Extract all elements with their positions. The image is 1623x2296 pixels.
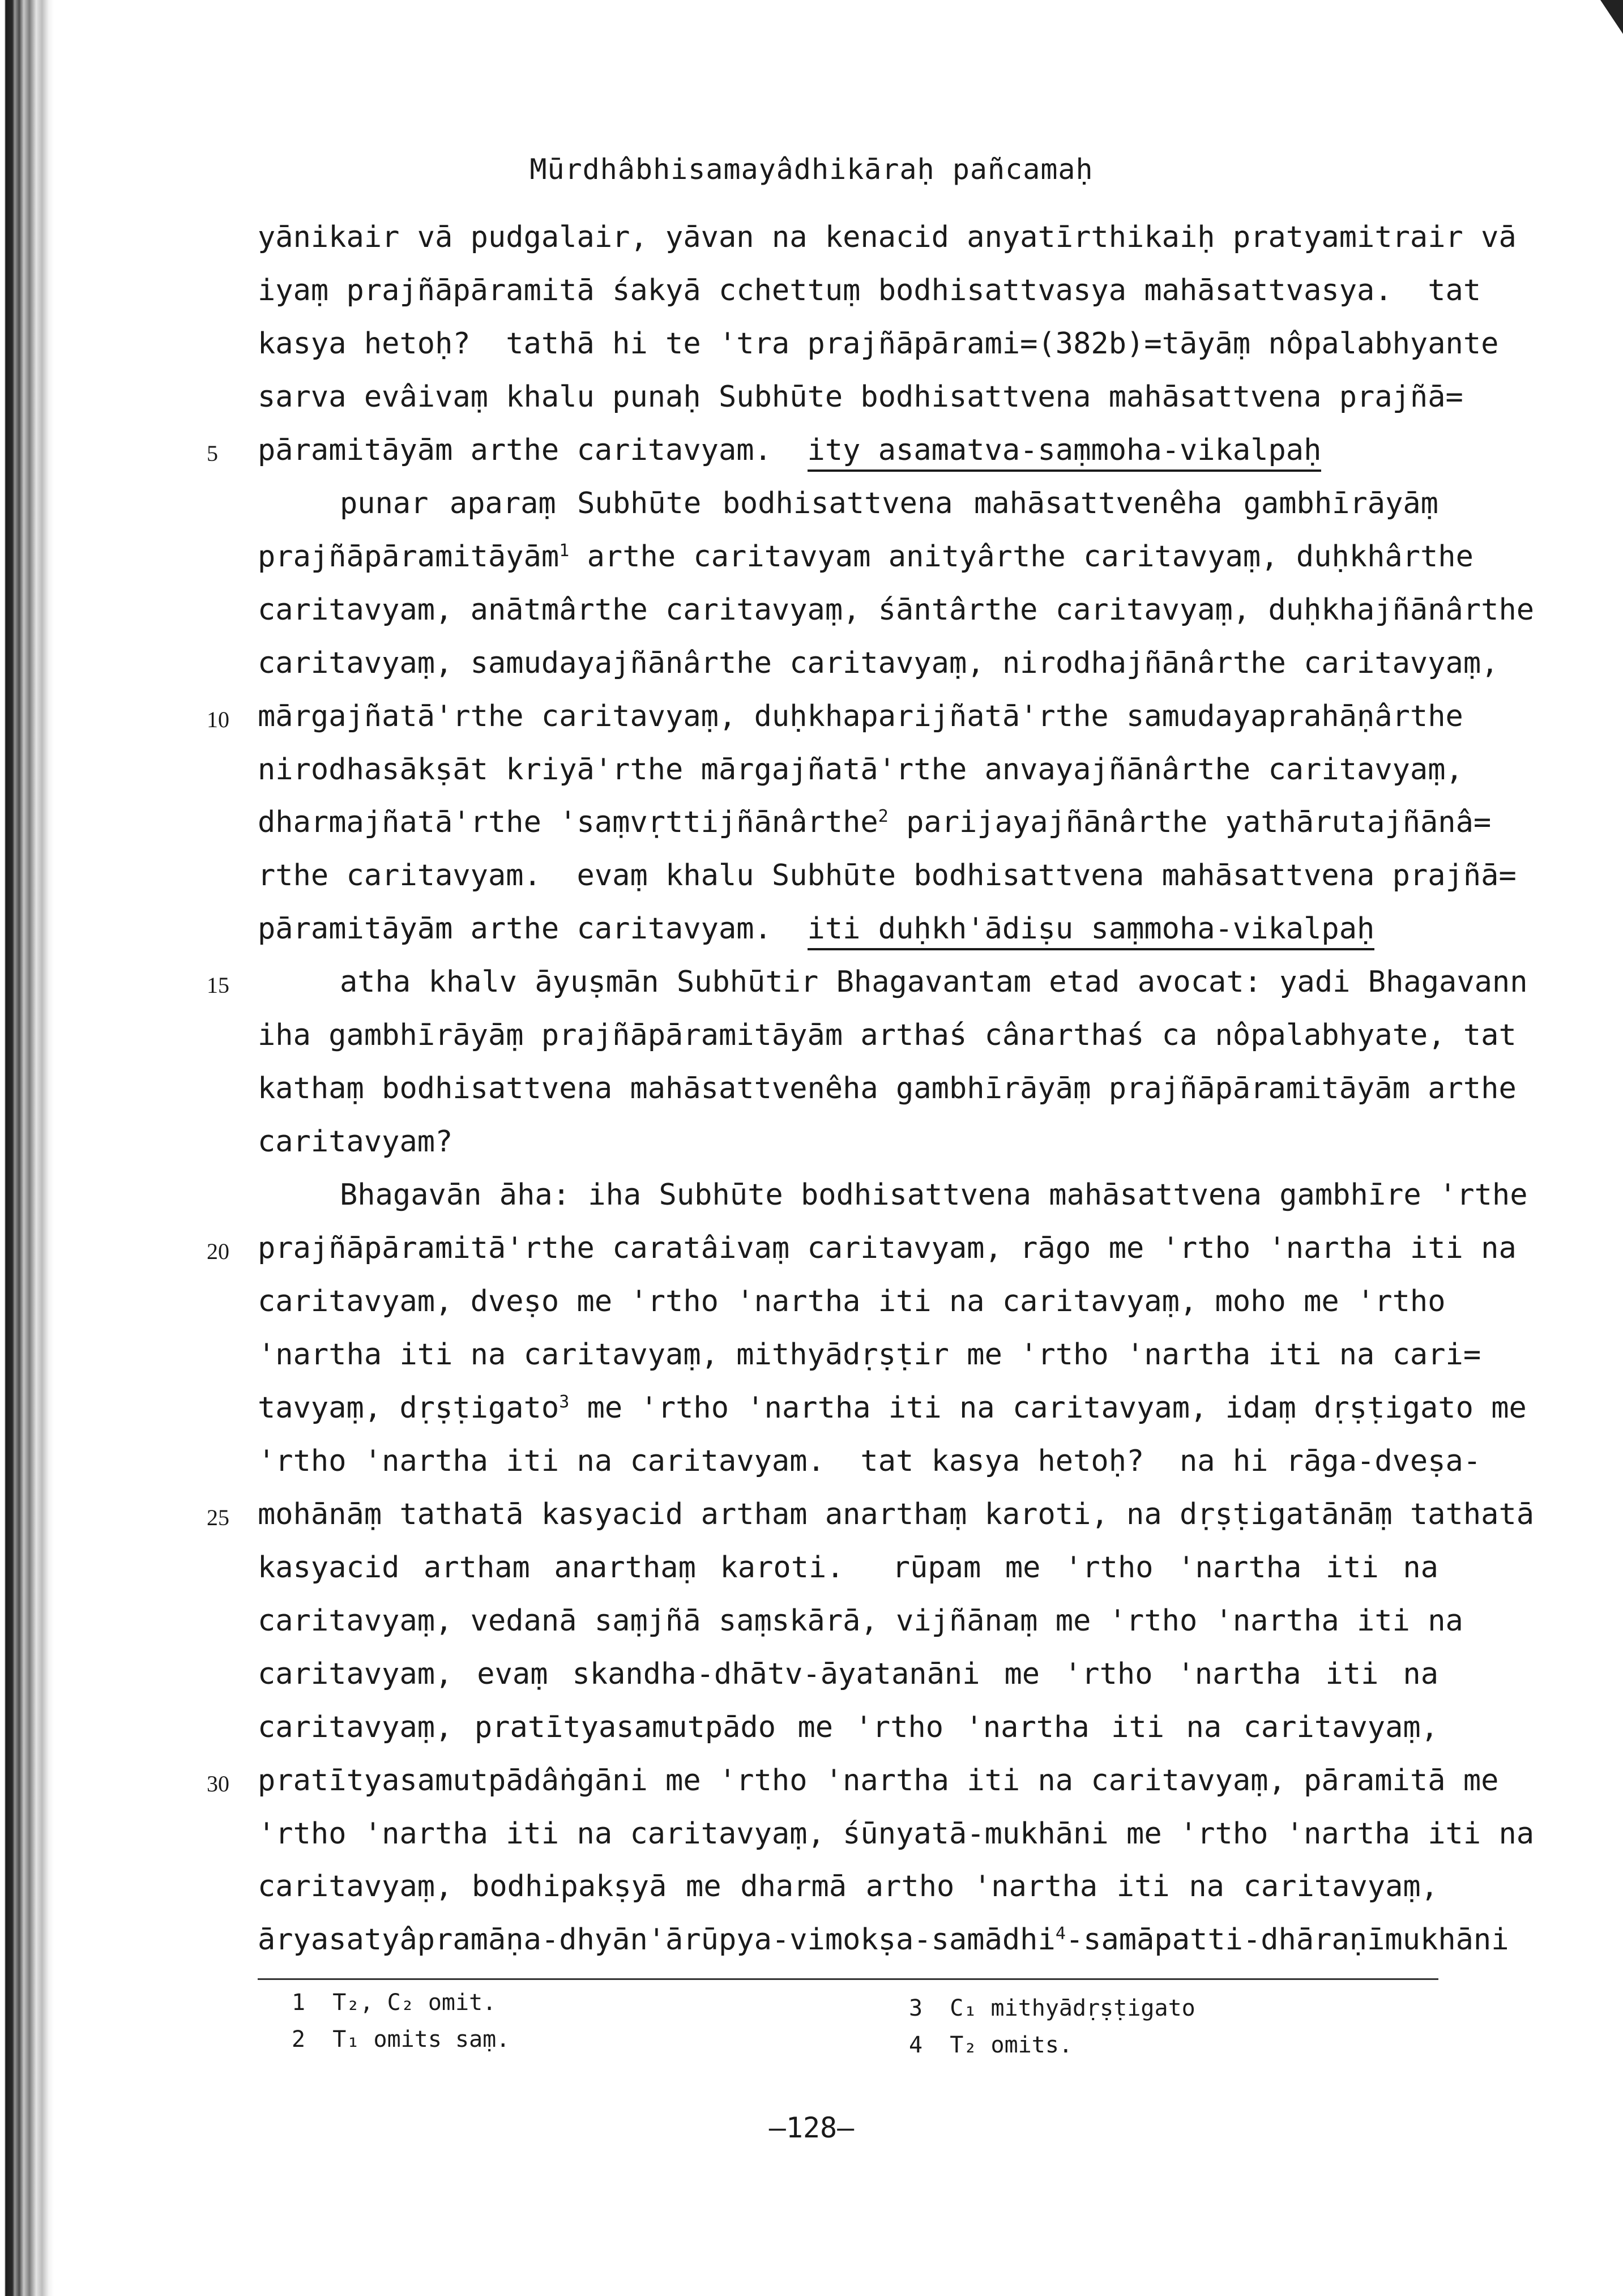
line-text-cont: arthe caritavyam anityârthe caritavyaṃ, duḥkhârthe bbox=[569, 540, 1473, 574]
line-text: iyaṃ prajñāpāramitā śakyā cchettuṃ bodhisattvasya mahāsattvasya. tat bbox=[258, 274, 1481, 308]
line-text: rthe caritavyam. evaṃ khalu Subhūte bodhisattvena mahāsattvena prajñā= bbox=[258, 859, 1517, 893]
line-text: sarva evâivaṃ khalu punaḥ Subhūte bodhisattvena mahāsattvena prajñā= bbox=[258, 380, 1463, 414]
line-text: kasyacid artham anarthaṃ karoti. rūpam me 'rtho 'nartha iti na bbox=[258, 1551, 1438, 1585]
footnote-ref: 1 bbox=[559, 541, 570, 561]
line-number: 15 bbox=[207, 972, 229, 998]
line-number: 25 bbox=[207, 1505, 229, 1530]
line-text: mohānāṃ tathatā kasyacid artham anarthaṃ karoti, na dṛṣṭigatānāṃ tathatā bbox=[258, 1497, 1535, 1531]
footnote-number: 2 bbox=[292, 2026, 306, 2052]
text-line bbox=[258, 1656, 1438, 1692]
text-line bbox=[258, 804, 1492, 840]
footnote-4 bbox=[909, 2030, 1073, 2060]
text-line bbox=[258, 1762, 1499, 1799]
text-line bbox=[258, 1922, 1509, 1958]
text-line bbox=[258, 1283, 1446, 1320]
text-line bbox=[258, 1816, 1535, 1852]
line-text: pratītyasamutpādâṅgāni me 'rtho 'nartha iti na caritavyaṃ, pāramitā me bbox=[258, 1764, 1499, 1798]
running-head: Mūrdhâbhisamayâdhikāraḥ pañcamaḥ bbox=[529, 153, 1094, 186]
text-line bbox=[258, 1709, 1438, 1746]
line-text: caritavyaṃ, vedanā saṃjñā saṃskārā, vijñānaṃ me 'rtho 'nartha iti na bbox=[258, 1604, 1463, 1638]
text-line bbox=[258, 219, 1517, 255]
line-text: caritavyaṃ, bodhipakṣyā me dharmā artho 'nartha iti na caritavyaṃ, bbox=[258, 1870, 1438, 1904]
text-line bbox=[258, 1603, 1463, 1639]
text-line bbox=[258, 698, 1463, 735]
footnote-ref: 3 bbox=[559, 1392, 570, 1412]
line-text: caritavyam, anātmârthe caritavyaṃ, śāntârthe caritavyaṃ, duḥkhajñānârthe bbox=[258, 593, 1535, 627]
footnote-ref: 4 bbox=[1055, 1924, 1066, 1944]
text-line bbox=[258, 539, 1473, 575]
line-text: pāramitāyām arthe caritavyam. bbox=[258, 433, 772, 467]
underlined-heading: ity asamatva-saṃmoha-vikalpaḥ bbox=[808, 433, 1322, 472]
line-text: 'rtho 'nartha iti na caritavyaṃ, śūnyatā-mukhāni me 'rtho 'nartha iti na bbox=[258, 1817, 1535, 1851]
line-text: mārgajñatā'rthe caritavyaṃ, duḥkhaparijñatā'rthe samudayaprahāṇârthe bbox=[258, 699, 1463, 733]
text-line bbox=[258, 379, 1463, 415]
text-line bbox=[340, 485, 1438, 522]
line-text: kasya hetoḥ? tathā hi te 'tra prajñāpārami=(382b)=tāyāṃ nôpalabhyante bbox=[258, 327, 1499, 361]
line-text: caritavyam, dveṣo me 'rtho 'nartha iti na caritavyaṃ, moho me 'rtho bbox=[258, 1284, 1446, 1318]
footnote-3 bbox=[909, 1994, 1195, 2023]
line-text: dharmajñatā'rthe 'saṃvṛttijñānârthe bbox=[258, 805, 878, 839]
line-text: 'nartha iti na caritavyaṃ, mithyādṛṣṭir me 'rtho 'nartha iti na cari= bbox=[258, 1338, 1481, 1372]
underlined-heading: iti duḥkh'ādiṣu saṃmoha-vikalpaḥ bbox=[808, 912, 1375, 950]
text-line bbox=[258, 1550, 1438, 1586]
footnote-1 bbox=[292, 1988, 496, 2017]
line-text: yānikair vā pudgalair, yāvan na kenacid anyatīrthikaiḥ pratyamitrair vā bbox=[258, 220, 1517, 254]
footnote-rule bbox=[258, 1978, 1438, 1980]
footnote-number: 4 bbox=[909, 2032, 923, 2058]
line-text: tavyaṃ, dṛṣṭigato bbox=[258, 1391, 559, 1425]
scan-binding-edge bbox=[0, 0, 54, 2296]
text-line bbox=[258, 645, 1499, 681]
footnote-text: T₂, C₂ omit. bbox=[332, 1990, 497, 2016]
line-text: prajñāpāramitā'rthe caratâivaṃ caritavyam, rāgo me 'rtho 'nartha iti na bbox=[258, 1231, 1517, 1265]
line-text-cont: me 'rtho 'nartha iti na caritavyam, idaṃ dṛṣṭigato me bbox=[569, 1391, 1527, 1425]
line-text: caritavyam, evaṃ skandha-dhātv-āyatanāni me 'rtho 'nartha iti na bbox=[258, 1657, 1438, 1691]
line-text: Bhagavān āha: iha Subhūte bodhisattvena mahāsattvena gambhīre 'rthe bbox=[340, 1178, 1528, 1212]
line-text: caritavyam? bbox=[258, 1125, 453, 1159]
text-line bbox=[258, 1017, 1517, 1053]
line-number: 30 bbox=[207, 1771, 229, 1796]
line-text: prajñāpāramitāyām bbox=[258, 540, 559, 574]
line-text: 'rtho 'nartha iti na caritavyam. tat kasya hetoḥ? na hi rāga-dveṣa- bbox=[258, 1444, 1481, 1478]
text-line bbox=[258, 1868, 1438, 1905]
footnote-text: T₂ omits. bbox=[950, 2032, 1073, 2058]
line-text: caritavyaṃ, pratītyasamutpādo me 'rtho 'nartha iti na caritavyaṃ, bbox=[258, 1710, 1438, 1744]
footnote-2 bbox=[292, 2025, 510, 2054]
footnote-text: T₁ omits saṃ. bbox=[332, 2026, 510, 2052]
text-line bbox=[340, 1177, 1528, 1213]
footnote-text: C₁ mithyādṛṣṭigato bbox=[950, 1995, 1195, 2021]
text-line bbox=[258, 1230, 1517, 1266]
line-text: punar aparaṃ Subhūte bodhisattvena mahāsattvenêha gambhīrāyāṃ bbox=[340, 486, 1438, 520]
page-number: —128— bbox=[768, 2111, 855, 2144]
footnote-ref: 2 bbox=[878, 806, 889, 826]
line-text: atha khalv āyuṣmān Subhūtir Bhagavantam etad avocat: yadi Bhagavann bbox=[340, 965, 1528, 999]
text-line bbox=[258, 857, 1517, 894]
text-line bbox=[258, 1443, 1481, 1479]
line-text: kathaṃ bodhisattvena mahāsattvenêha gambhīrāyāṃ prajñāpāramitāyām arthe bbox=[258, 1072, 1517, 1106]
line-text: āryasatyâpramāṇa-dhyān'ārūpya-vimokṣa-samādhi bbox=[258, 1923, 1056, 1957]
line-text-cont: parijayajñānârthe yathārutajñānâ= bbox=[888, 805, 1492, 839]
text-line bbox=[258, 272, 1481, 309]
text-line bbox=[258, 1124, 1438, 1160]
text-line bbox=[258, 752, 1463, 788]
footnote-number: 3 bbox=[909, 1995, 923, 2021]
text-line bbox=[258, 1496, 1535, 1533]
line-text: iha gambhīrāyāṃ prajñāpāramitāyām arthaś cânarthaś ca nôpalabhyate, tat bbox=[258, 1018, 1517, 1052]
text-line bbox=[258, 911, 1438, 947]
scan-corner-mark bbox=[1600, 0, 1623, 34]
text-line bbox=[258, 432, 1438, 468]
line-number: 5 bbox=[207, 441, 218, 466]
line-text: pāramitāyām arthe caritavyam. bbox=[258, 912, 772, 946]
line-text: nirodhasākṣāt kriyā'rthe mārgajñatā'rthe anvayajñānârthe caritavyaṃ, bbox=[258, 753, 1463, 787]
footnote-number: 1 bbox=[292, 1990, 306, 2016]
line-number: 20 bbox=[207, 1239, 229, 1264]
text-line bbox=[258, 326, 1499, 362]
text-line bbox=[340, 964, 1528, 1000]
line-text: caritavyaṃ, samudayajñānârthe caritavyaṃ, nirodhajñānârthe caritavyaṃ, bbox=[258, 646, 1499, 680]
text-line bbox=[258, 1337, 1481, 1373]
text-line bbox=[258, 592, 1535, 628]
line-text-cont: -samāpatti-dhāraṇīmukhāni bbox=[1065, 1923, 1509, 1957]
text-line bbox=[258, 1070, 1517, 1107]
line-number: 10 bbox=[207, 707, 229, 732]
text-line bbox=[258, 1390, 1527, 1426]
